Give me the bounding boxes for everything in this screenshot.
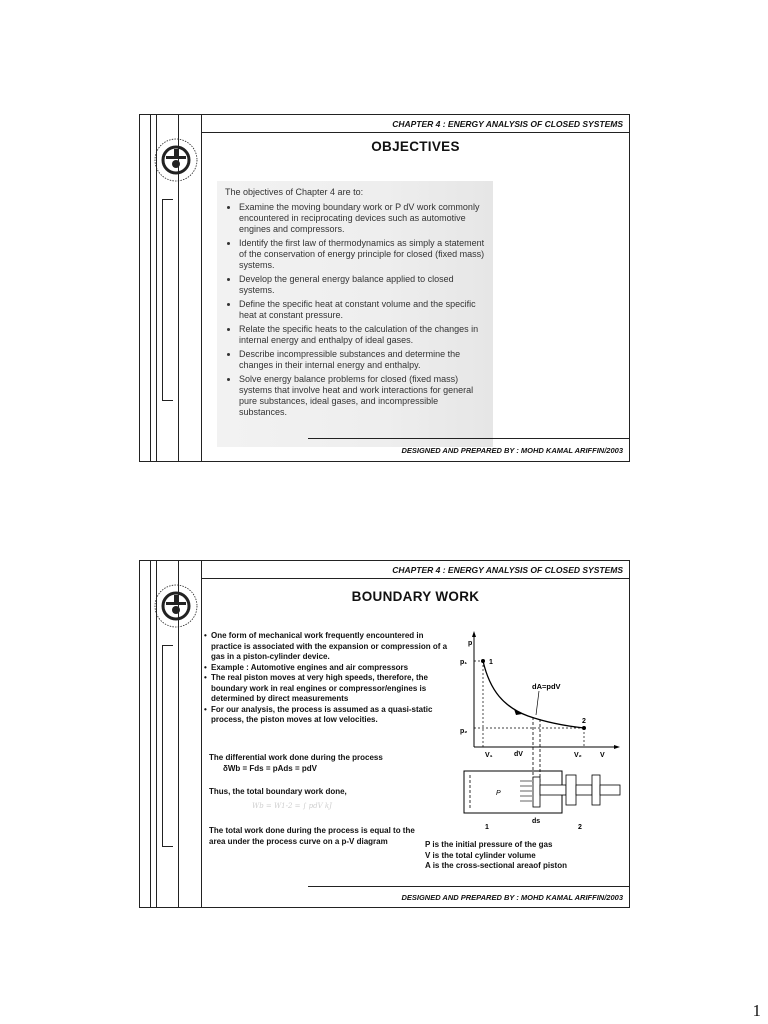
slide-objectives <box>139 114 630 462</box>
list-item: • The real piston moves at very high speeds, therefore, the boundary work in real engines or compressor/engines is determined by direct measurements <box>204 673 428 703</box>
position-label-1: 1 <box>485 824 489 831</box>
chapter-header: CHAPTER 4 : ENERGY ANALYSIS OF CLOSED SYSTEMS <box>392 119 623 129</box>
slide-boundary-work <box>139 560 630 908</box>
objective-item: • Define the specific heat at constant volume and the specific heat at constant pressure. <box>239 299 485 321</box>
area-note: The total work done during the process is equal to the area under the process curve on a p-V diagram <box>209 826 415 846</box>
list-item: • Example : Automotive engines and air compressors <box>204 662 409 672</box>
axis-label-p: p <box>468 640 473 647</box>
label-v1: V₁ <box>485 752 493 759</box>
slide-footer: DESIGNED AND PREPARED BY : MOHD KAMAL ARIFFIN/2003 <box>401 446 623 455</box>
page-number: 1 <box>752 1001 761 1020</box>
objective-item: • Describe incompressible substances and determine the changes in their internal energy and enthalpy. <box>239 349 485 371</box>
label-da: dA=pdV <box>532 682 561 691</box>
list-item: • One form of mechanical work frequently encountered in practice is associated with the expansion or compression of a gas in a piston-cylinder device. <box>204 631 448 661</box>
objective-item: • Examine the moving boundary work or P dV work commonly encountered in reciprocating devices such as automotive engines and compressors. <box>239 202 485 235</box>
gas-pressure-label: P <box>496 790 501 797</box>
note-line: P is the initial pressure of the gas <box>425 840 553 849</box>
objective-item: • Solve energy balance problems for closed (fixed mass) systems that involve heat and work interactions for general pure substances, ideal gases, and incompressible substances. <box>239 374 485 418</box>
pv-diagram <box>456 625 630 837</box>
differential-equation: δWb = Fds = pAds = pdV <box>223 763 317 773</box>
label-ds: ds <box>532 818 541 825</box>
label-p1: p₁ <box>460 659 468 666</box>
objectives-list <box>225 202 485 418</box>
objectives-box <box>217 181 493 447</box>
diagram-notes <box>425 840 567 872</box>
total-work-intro: Thus, the total boundary work done, <box>209 787 347 796</box>
slide-footer: DESIGNED AND PREPARED BY : MOHD KAMAL ARIFFIN/2003 <box>401 893 623 902</box>
boundary-work-list <box>204 631 456 726</box>
objective-item: • Relate the specific heats to the calculation of the changes in internal energy and enthalpy of ideal gases. <box>239 324 485 346</box>
label-v: V <box>600 752 605 759</box>
objective-item: • Develop the general energy balance applied to closed systems. <box>239 274 485 296</box>
state-label-1: 1 <box>489 659 493 666</box>
chapter-header: CHAPTER 4 : ENERGY ANALYSIS OF CLOSED SYSTEMS <box>392 565 623 575</box>
university-logo-icon <box>153 137 199 183</box>
label-v2: V₂ <box>574 752 582 759</box>
label-p2: p₂ <box>460 728 468 735</box>
objectives-intro: The objectives of Chapter 4 are to: <box>225 187 364 197</box>
slide-title: OBJECTIVES <box>371 139 460 154</box>
university-logo-icon <box>153 583 199 629</box>
label-dv: dV <box>514 751 523 758</box>
total-work-equation: Wb = W1-2 = ∫ pdV kJ <box>252 802 332 810</box>
note-line: V is the total cylinder volume <box>425 850 536 860</box>
piston-cylinder-icon <box>464 771 620 813</box>
objective-item: • Identify the first law of thermodynamics as simply a statement of the conservation of energy principle for closed (fixed mass) systems. <box>239 238 485 271</box>
list-item: • For our analysis, the process is assumed as a quasi-static process, the piston moves at low velocities. <box>204 704 433 724</box>
position-label-2: 2 <box>578 824 582 831</box>
note-line: A is the cross-sectional areaof piston <box>425 861 567 870</box>
state-label-2: 2 <box>582 718 586 725</box>
differential-intro: The differential work done during the process <box>209 753 383 762</box>
differential-work-block <box>209 753 383 774</box>
slide-title: BOUNDARY WORK <box>351 589 480 604</box>
